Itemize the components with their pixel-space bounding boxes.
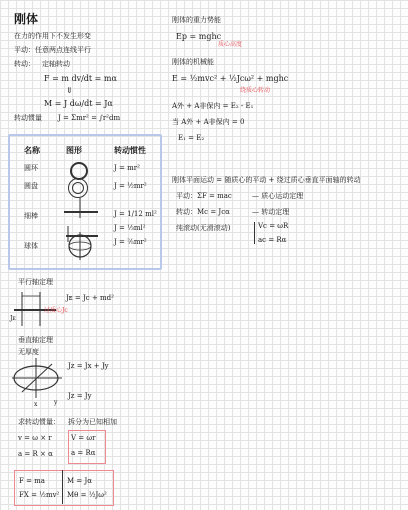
rotation-equation: M = J dω/dt = Jα	[44, 99, 113, 108]
row-formula-ring: J = mr²	[114, 164, 140, 172]
row-formula-rod-center: J = 1/12 ml²	[114, 210, 157, 218]
rolling-acceleration: ac = Rα	[258, 236, 287, 244]
gravity-note: 质心高度	[218, 41, 243, 48]
pure-rolling-label: 纯滚动(无滑滚动)	[176, 224, 231, 232]
perp-axis-equation-2: Jz = Jy	[68, 392, 92, 400]
perp-axis-x-label: x	[34, 401, 38, 408]
fixed-axis-rotation: 定轴转动	[42, 60, 70, 68]
mechanical-energy-title: 刚体的机械能	[172, 58, 214, 66]
analogy-box	[14, 470, 114, 506]
plane-rotation-note: — 转动定理	[252, 208, 290, 216]
row-formula-rod-end: J = ⅓ml²	[114, 224, 146, 232]
rotation-label: 转动：	[14, 60, 35, 68]
perp-axis-diagram	[12, 358, 64, 402]
perp-axis-title: 垂直轴定理	[18, 336, 53, 344]
arrow-down-icon: ⇓	[66, 86, 73, 95]
plane-motion-title: 刚体平面运动 = 随质心的平动 + 绕过质心垂直平面轴的转动	[172, 176, 361, 184]
energy-conservation: E₁ = E₂	[178, 134, 205, 142]
scalar-acceleration: a = Rα	[71, 449, 96, 457]
inertia-label: 转动惯量	[14, 114, 42, 122]
scalar-box	[68, 430, 106, 464]
mechanical-energy-note: 绕质心转动	[240, 87, 271, 94]
parallel-axis-equation: Jᴇ = Jc + md²	[66, 294, 114, 302]
perp-axis-equation: Jz = Jx + Jy	[68, 362, 109, 370]
parallel-axis-note: 过质心Jc	[44, 307, 68, 314]
table-header-inertia: 转动惯性	[114, 145, 146, 155]
disk-inner-icon	[72, 182, 84, 194]
analogy-torque: M = Jα	[67, 477, 93, 485]
rolling-brace	[254, 222, 255, 244]
rolling-velocity: Vc = ωR	[258, 222, 289, 230]
vector-velocity: v = ω × r	[18, 434, 52, 442]
row-name-rod: 细棒	[24, 212, 38, 220]
vector-acceleration: a = R × α	[18, 450, 53, 458]
row-formula-sphere: J = ⅖mr²	[114, 238, 147, 246]
translation-definition: 平动：任意两点连线平行	[14, 46, 91, 54]
moment-title: 求转动惯量：	[18, 418, 60, 426]
analogy-work: FX = ½mv²	[19, 491, 60, 499]
inertia-table	[8, 134, 162, 270]
row-name-ring: 圆环	[24, 164, 38, 172]
plane-translation: 平动：ΣF = mac	[176, 192, 232, 200]
inertia-definition: J = Σmr² = ∫r²dm	[58, 114, 121, 122]
row-name-sphere: 球体	[24, 242, 38, 250]
gravity-title: 刚体的重力势能	[172, 16, 221, 24]
perp-axis-y-label: y	[54, 399, 58, 406]
analogy-rot-work: Mθ = ½Jω²	[67, 491, 107, 499]
row-formula-disk: J = ½mr²	[114, 182, 147, 190]
row-name-disk: 圆盘	[24, 182, 38, 190]
work-energy-equation: A外 + A非保内 = E₂ - E₁	[172, 102, 254, 110]
definition-text: 在力的作用下不发生形变	[14, 32, 91, 40]
plane-translation-note: — 质心运动定理	[252, 192, 304, 200]
page-title: 刚体	[14, 12, 39, 26]
parallel-axis-title: 平行轴定理	[18, 278, 53, 286]
analogy-force: F = ma	[19, 477, 45, 485]
work-energy-condition: 当 A外 + A非保内 = 0	[172, 118, 245, 126]
sphere-shape-icon	[64, 232, 100, 262]
perp-axis-subtitle: 无厚度	[18, 348, 39, 356]
scalar-velocity: V = ωr	[71, 434, 96, 442]
analogy-divider	[62, 470, 63, 504]
gravity-equation: Ep = mghc	[176, 32, 222, 41]
mechanical-energy-equation: E = ½mvc² + ½Jcω² + mghc	[172, 74, 289, 83]
parallel-axis-je-label: Jᴇ	[10, 315, 16, 322]
moment-note: 拆分为已知相加	[68, 418, 117, 426]
table-header-shape: 图形	[66, 145, 82, 155]
table-header-name: 名称	[24, 145, 40, 155]
plane-rotation: 转动：Mc = Jcα	[176, 208, 230, 216]
newton-equation: F = m dv/dt = mα	[44, 74, 117, 83]
